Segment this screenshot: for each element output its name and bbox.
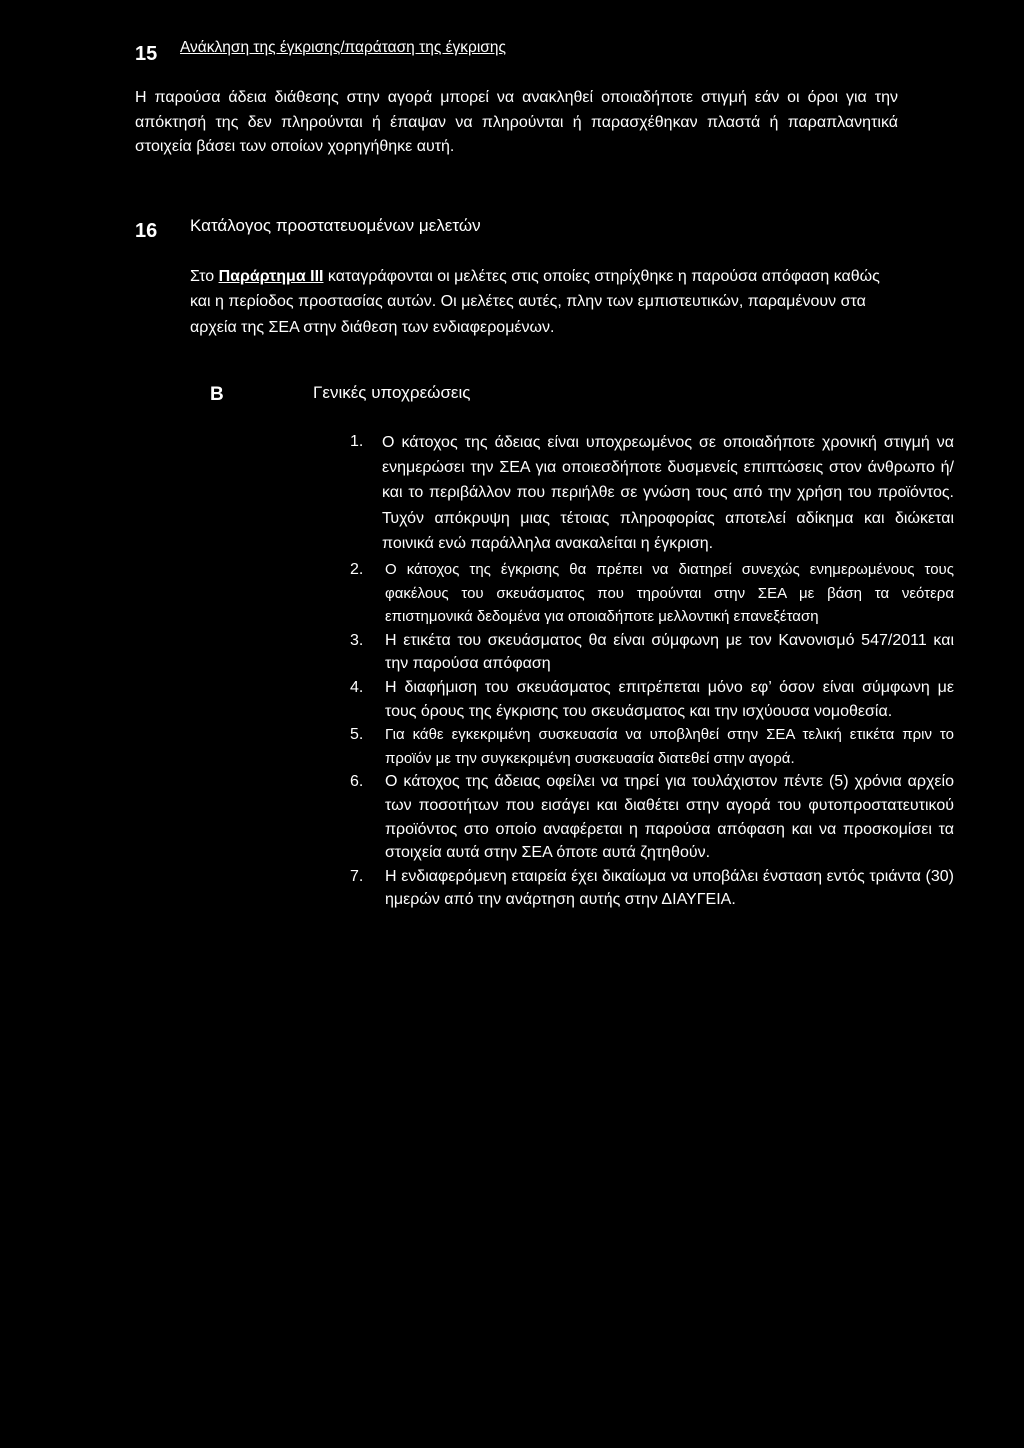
list-item-text: Η ετικέτα του σκευάσματος θα είναι σύμφωνη με τον Κανονισμό 547/2011 και την παρούσα απόφαση xyxy=(385,631,954,673)
section-b-letter: Β xyxy=(210,384,224,405)
section-15-title: Ανάκληση της έγκρισης/παράταση της έγκρισης xyxy=(180,39,506,56)
list-item xyxy=(350,430,954,556)
list-item-text: Ο κάτοχος της άδειας οφείλει να τηρεί για τουλάχιστον πέντε (5) χρόνια αρχείο των ποσοτήτων που εισάγει και διαθέτει στην αγορά του φυτοπροστατευτικού προϊόντος στο οποίο αναφέρεται η παρούσα απόφαση και να προσκομίσει τα στοιχεία αυτά στην ΣΕΑ όποτε αυτά ζητηθούν. xyxy=(385,773,954,862)
section-15-paragraph: Η παρούσα άδεια διάθεσης στην αγορά μπορεί να ανακληθεί οποιαδήποτε στιγμή εάν οι όροι για την απόκτησή της δεν πληρούνται ή έπαψαν να πληρούνται ή παρασχέθηκαν πλαστά ή παραπλανητικά στοιχεία βάσει των οποίων χορηγήθηκε αυτή. xyxy=(135,89,898,156)
list-item-text: Για κάθε εγκεκριμένη συσκευασία να υποβληθεί στην ΣΕΑ τελική ετικέτα πριν το προϊόν με την συγκεκριμένη συσκευασία διατεθεί στην αγορά. xyxy=(385,726,954,767)
section-15-text xyxy=(135,86,898,160)
list-item-number: 2. xyxy=(350,561,364,579)
section-16-title: Κατάλογος προστατευομένων μελετών xyxy=(190,216,481,235)
section-16-text xyxy=(190,264,890,340)
obligations-list xyxy=(350,430,954,912)
list-item-number: 3. xyxy=(350,631,364,649)
section-b-title: Γενικές υποχρεώσεις xyxy=(313,383,471,402)
list-item-text: Ο κάτοχος της έγκρισης θα πρέπει να διατηρεί συνεχώς ενημερωμένους τους φακέλους του σκευάσματος που τηρούνται στην ΣΕΑ με βάση τα νεότερα επιστημονικά δεδομένα για οποιαδήποτε μελλοντική επανεξέταση xyxy=(385,561,954,626)
list-item-number: 1. xyxy=(350,433,364,450)
annex-iii-link[interactable]: Παράρτημα III xyxy=(218,268,324,285)
list-item-number: 6. xyxy=(350,773,364,791)
list-item-number: 7. xyxy=(350,867,364,885)
list-item xyxy=(350,629,954,676)
section-15-number: 15 xyxy=(135,43,158,65)
list-item xyxy=(350,558,954,629)
section-16-number: 16 xyxy=(135,220,158,242)
list-item-text: Η διαφήμιση του σκευάσματος επιτρέπεται μόνο εφ’ όσον είναι σύμφωνη με τους όρους της έγκρισης του σκευάσματος και την ισχύουσα νομοθεσία. xyxy=(385,678,954,720)
list-item-number: 4. xyxy=(350,678,364,696)
section-16-text-after: καταγράφονται οι μελέτες στις οποίες στηρίχθηκε η παρούσα απόφαση καθώς και η περίοδος προστασίας αυτών. Οι μελέτες αυτές, πλην των εμπιστευτικών, παραμένουν στα αρχεία της ΣΕΑ στην διάθεση των ενδιαφερομένων. xyxy=(190,268,880,336)
list-item xyxy=(350,723,954,770)
list-item xyxy=(350,865,954,912)
list-item-number: 5. xyxy=(350,726,364,744)
section-16-text-before: Στο xyxy=(190,268,219,285)
list-item-text: Η ενδιαφερόμενη εταιρεία έχει δικαίωμα να υποβάλει ένσταση εντός τριάντα (30) ημερών από την ανάρτηση αυτής στην ΔΙΑΥΓΕΙΑ. xyxy=(385,867,954,909)
list-item xyxy=(350,770,954,864)
list-item xyxy=(350,676,954,723)
list-item-text: Ο κάτοχος της άδειας είναι υποχρεωμένος σε οποιαδήποτε χρονική στιγμή να ενημερώσει την ΣΕΑ για οποιεσδήποτε δυσμενείς επιπτώσεις στον άνθρωπο ή/και το περιβάλλον που περιήλθε σε γνώση τους από την χρήση του προϊόντος. Τυχόν απόκρυψη μιας τέτοιας πληροφορίας αποτελεί αδίκημα και διώκεται ποινικά ενώ παράλληλα ανακαλείται η έγκριση. xyxy=(382,434,954,552)
